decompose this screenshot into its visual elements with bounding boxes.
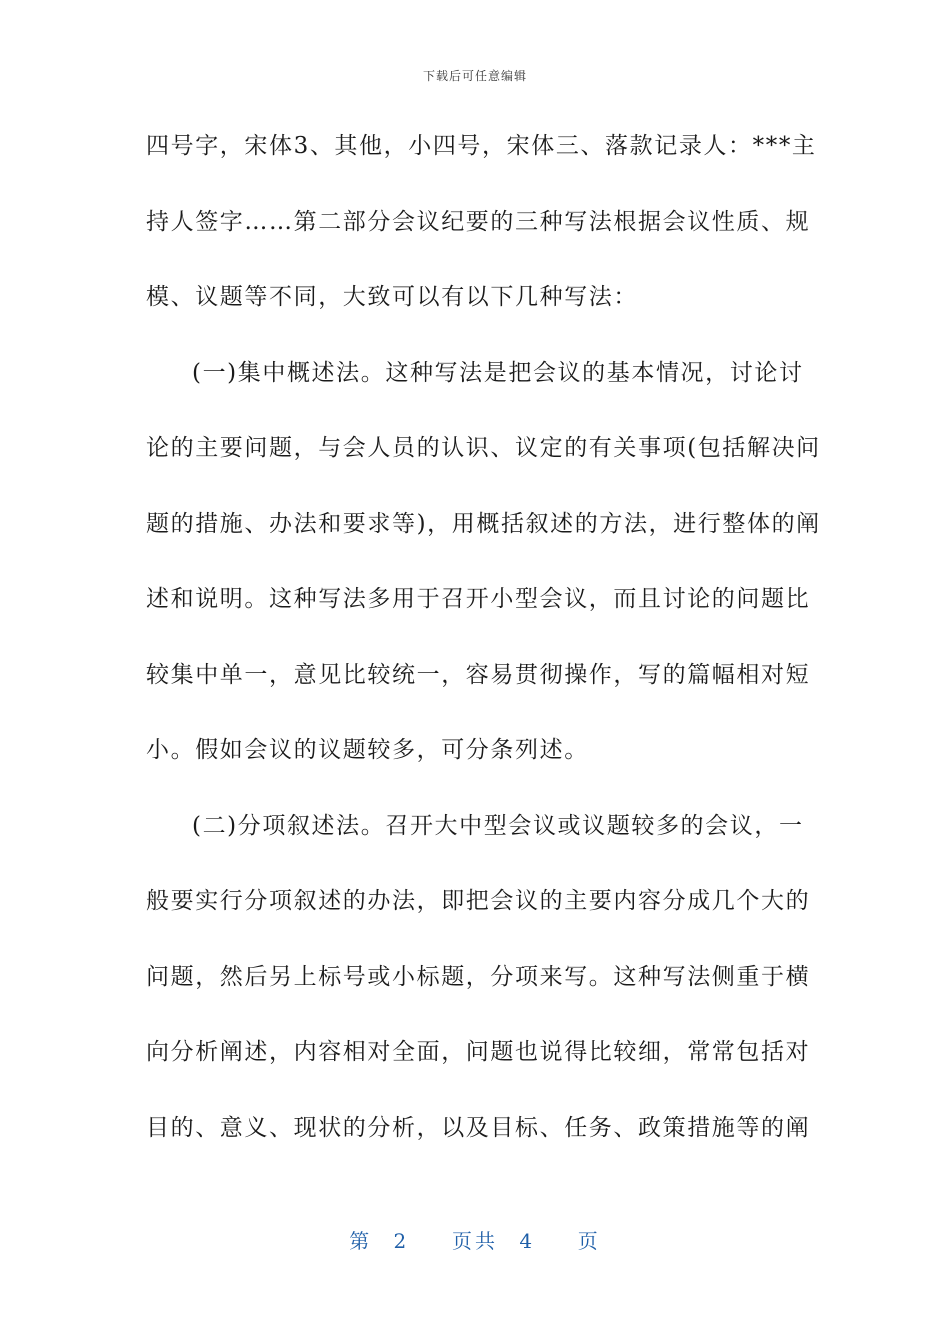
text-line: 向分析阐述，内容相对全面，问题也说得比较细，常常包括对 xyxy=(146,1039,811,1065)
paragraph-start-line: (二)分项叙述法。召开大中型会议或议题较多的会议，一 xyxy=(192,812,804,839)
page-number-footer: 第 2 页共 4 页 xyxy=(349,1229,601,1253)
text-line: 模、议题等不同，大致可以有以下几种写法： xyxy=(146,284,638,310)
document-body xyxy=(146,125,821,1182)
text-line: 般要实行分项叙述的办法，即把会议的主要内容分成几个大的 xyxy=(146,888,811,914)
paragraph-start-line: (一)集中概述法。这种写法是把会议的基本情况，讨论讨 xyxy=(192,359,804,386)
text-line: 四号字，宋体3、其他，小四号，宋体三、落款记录人：***主 xyxy=(146,133,817,159)
text-line: 论的主要问题，与会人员的认识、议定的有关事项(包括解决问 xyxy=(146,435,821,461)
text-line: 问题，然后另上标号或小标题，分项来写。这种写法侧重于横 xyxy=(146,963,811,990)
header-note: 下载后可任意编辑 xyxy=(422,69,527,83)
text-line: 小。假如会议的议题较多，可分条列述。 xyxy=(146,737,589,763)
text-line: 述和说明。这种写法多用于召开小型会议，而且讨论的问题比 xyxy=(146,586,811,612)
text-line: 题的措施、办法和要求等)，用概括叙述的方法，进行整体的阐 xyxy=(146,510,821,537)
text-line: 持人签字……第二部分会议纪要的三种写法根据会议性质、规 xyxy=(146,208,811,235)
text-line: 较集中单一，意见比较统一，容易贯彻操作，写的篇幅相对短 xyxy=(146,661,811,688)
text-line: 目的、意义、现状的分析，以及目标、任务、政策措施等的阐 xyxy=(146,1114,811,1141)
